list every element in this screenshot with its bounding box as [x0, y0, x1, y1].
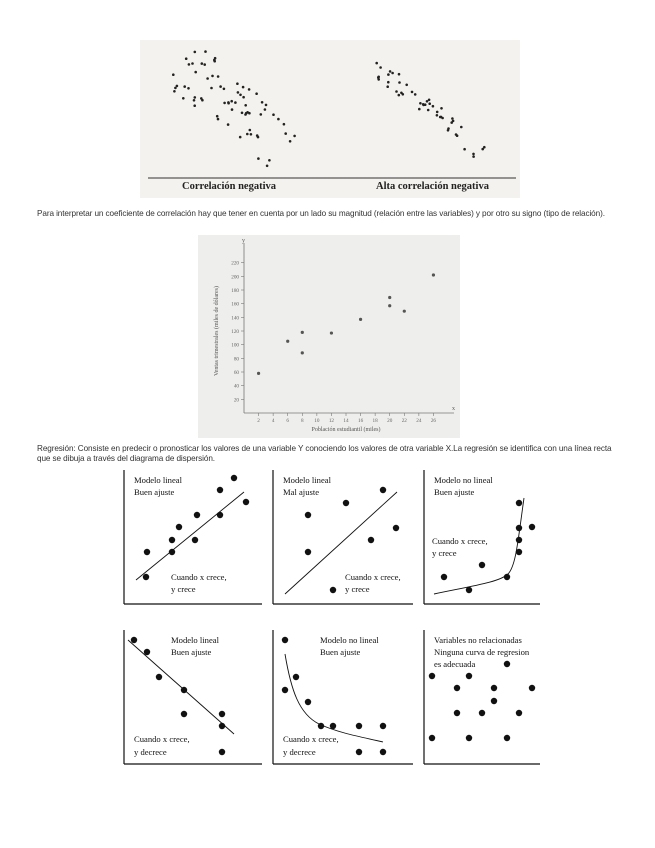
panel-1-point	[194, 512, 200, 518]
panel-5-point	[356, 723, 362, 729]
negative-correlation-dot	[246, 133, 249, 136]
high-negative-correlation-dot	[387, 73, 390, 76]
scatter-x-tick-label: 22	[401, 418, 407, 424]
panel-3-point	[466, 587, 472, 593]
panel-5-point	[305, 699, 311, 705]
negative-correlation-dot	[194, 96, 197, 99]
scatter-x-tick-label: 20	[387, 418, 393, 424]
panel-1-point	[169, 549, 175, 555]
negative-correlation-dot	[242, 96, 245, 99]
scatter-point	[257, 372, 260, 375]
panel-3-note-2: y crece	[432, 548, 457, 558]
negative-correlation-cloud	[172, 50, 296, 167]
correlation-figure	[140, 40, 520, 198]
negative-correlation-dot	[239, 136, 242, 139]
panel-6-point	[516, 710, 522, 716]
negative-correlation-dot	[172, 73, 175, 76]
negative-correlation-dot	[216, 115, 219, 118]
correlation-dot-clouds	[140, 40, 520, 198]
negative-correlation-dot	[203, 63, 206, 66]
negative-correlation-dot	[277, 118, 280, 121]
panel-5-point	[356, 749, 362, 755]
high-negative-correlation-dot	[391, 72, 394, 75]
panel-6-point	[454, 710, 460, 716]
panel-1-point	[243, 499, 249, 505]
high-negative-correlation-dot	[436, 114, 439, 117]
negative-correlation-dot	[183, 85, 186, 88]
high-negative-correlation-dot	[424, 103, 427, 106]
negative-correlation-dot	[268, 159, 271, 162]
negative-correlation-dot	[248, 112, 251, 115]
scatter-y-tick-label: 120	[231, 329, 239, 335]
scatter-point	[403, 310, 406, 313]
negative-correlation-dot	[239, 94, 242, 97]
panel-2-point	[305, 549, 311, 555]
scatter-x-tick-label: 10	[314, 418, 320, 424]
high-negative-correlation-dot	[463, 148, 466, 151]
scatter-x-tick-label: 24	[416, 418, 422, 424]
scatter-chart-svg	[198, 235, 460, 438]
negative-correlation-dot	[214, 57, 217, 60]
regression-panel-2	[271, 470, 413, 608]
scatter-y-tick-label: 20	[233, 397, 239, 404]
scatter-y-tick-label: 60	[233, 370, 239, 376]
panel-6-point	[466, 673, 472, 679]
panel-1-point	[144, 549, 150, 555]
panel-3-point	[516, 549, 522, 555]
high-negative-correlation-dot	[428, 99, 431, 102]
negative-correlation-dot	[260, 113, 263, 116]
negative-correlation-dot	[264, 108, 267, 111]
panel-5-point	[330, 723, 336, 729]
panel-1-point	[169, 537, 175, 543]
scatter-x-tick-label: 4	[271, 418, 275, 424]
negative-correlation-dot	[265, 104, 268, 107]
panel-6-point	[466, 735, 472, 741]
high-negative-correlation-dot	[375, 62, 378, 65]
scatter-chart	[198, 235, 460, 438]
negative-correlation-dot	[234, 101, 237, 104]
negative-correlation-dot	[217, 75, 220, 78]
scatter-x-tick-label: 2	[257, 418, 260, 424]
panel-4-point	[181, 711, 187, 717]
negative-correlation-dot	[223, 102, 226, 105]
panel-2-title-1: Modelo lineal	[283, 475, 331, 485]
panel-1-note-1: Cuando x crece,	[171, 572, 227, 582]
negative-correlation-dot	[283, 123, 286, 126]
scatter-point	[359, 318, 362, 321]
panel-6-point	[491, 698, 497, 704]
panel-6-point	[504, 661, 510, 667]
negative-correlation-dot	[272, 113, 275, 116]
negative-correlation-dot	[261, 101, 264, 104]
panel-1-point	[176, 524, 182, 530]
panel-2-note-2: y crece	[345, 584, 370, 594]
high-negative-correlation-dot	[411, 91, 414, 94]
negative-correlation-dot	[223, 88, 226, 91]
high-negative-correlation-dot	[441, 117, 444, 120]
panel-1-point	[217, 512, 223, 518]
high-negative-correlation-dot	[426, 100, 429, 103]
panel-3-point	[529, 524, 535, 530]
scatter-y-ticks	[231, 261, 244, 404]
scatter-x-ticks	[257, 413, 436, 424]
high-negative-correlation-dot	[398, 94, 401, 97]
panel-4-point	[219, 723, 225, 729]
negative-correlation-dot	[257, 157, 260, 160]
negative-correlation-dot	[244, 104, 247, 107]
scatter-axes	[244, 243, 454, 413]
scatter-x-tick-label: 18	[372, 418, 378, 424]
panel-5-point	[282, 637, 288, 643]
panel-2-point	[393, 525, 399, 531]
scatter-x-label: Población estudiantil (miles)	[311, 427, 381, 433]
negative-correlation-dot	[284, 132, 287, 135]
scatter-point	[388, 296, 391, 299]
panel-4-point	[219, 711, 225, 717]
high-negative-correlation-dot	[427, 109, 430, 112]
regression-panel-5	[271, 630, 413, 768]
panel-5-note-1: Cuando x crece,	[283, 734, 339, 744]
negative-correlation-dot	[241, 112, 244, 115]
scatter-point	[301, 331, 304, 334]
high-negative-correlation-dot	[439, 116, 442, 119]
scatter-y-tick-label: 40	[233, 383, 239, 390]
negative-correlation-dot	[249, 129, 252, 132]
negative-correlation-dot	[255, 92, 258, 95]
high-negative-correlation-dot	[472, 153, 475, 156]
high-negative-correlation-dot	[405, 84, 408, 87]
panel-3-point	[441, 574, 447, 580]
scatter-x-tick-label: 14	[343, 418, 349, 424]
panel-2-note-1: Cuando x crece,	[345, 572, 401, 582]
high-negative-correlation-dot	[428, 102, 431, 105]
caption-high-negative-correlation: Alta correlación negativa	[376, 181, 489, 192]
negative-correlation-dot	[227, 123, 230, 126]
negative-correlation-dot	[191, 62, 194, 65]
scatter-point	[388, 304, 391, 307]
high-negative-correlation-dot	[395, 90, 398, 93]
negative-correlation-dot	[289, 140, 292, 143]
panel-4-point	[181, 687, 187, 693]
scatter-x-tick-label: 8	[300, 418, 304, 424]
high-negative-correlation-dot	[436, 111, 439, 114]
regression-panel-4	[122, 630, 262, 768]
panel-5-title-1: Modelo no lineal	[320, 635, 379, 645]
high-negative-correlation-dot	[400, 92, 403, 95]
scatter-point	[286, 340, 289, 343]
negative-correlation-dot	[248, 88, 251, 91]
negative-correlation-dot	[237, 91, 240, 94]
negative-correlation-dot	[182, 97, 185, 100]
high-negative-correlation-cloud	[375, 62, 485, 158]
panel-2-point	[305, 512, 311, 518]
scatter-y-tick-label: 200	[231, 274, 239, 281]
negative-correlation-dot	[193, 99, 196, 102]
panel-6-title-1: Variables no relacionadas	[434, 635, 522, 645]
panel-5-point	[318, 723, 324, 729]
negative-correlation-dot	[256, 134, 259, 137]
panel-6-point	[479, 710, 485, 716]
high-negative-correlation-dot	[455, 133, 458, 136]
negative-correlation-dot	[206, 77, 209, 80]
high-negative-correlation-dot	[418, 108, 421, 111]
panel-6-point	[491, 685, 497, 691]
high-negative-correlation-dot	[451, 117, 454, 120]
panel-3-note-1: Cuando x crece,	[432, 536, 488, 546]
panel-4-note-2: y decrece	[134, 747, 167, 757]
scatter-x-tick-label: 12	[328, 418, 335, 424]
panel-1-title-1: Modelo lineal	[134, 475, 182, 485]
panel-1-point	[231, 475, 237, 481]
panel-4-point	[156, 674, 162, 680]
panel-6-points	[429, 661, 535, 741]
negative-correlation-dot	[210, 87, 213, 90]
negative-correlation-dot	[173, 90, 176, 93]
negative-correlation-dot	[250, 133, 253, 136]
panel-5-point	[293, 674, 299, 680]
negative-correlation-dot	[266, 165, 269, 168]
high-negative-correlation-dot	[460, 126, 463, 129]
panel-2-point	[330, 587, 336, 593]
panel-1-note-2: y crece	[171, 584, 196, 594]
panel-1-fit-line	[136, 492, 244, 580]
paragraph-regression: Regresión: Consiste en predecir o pronosticar los valores de una variable Y conociendo los valores de otra variable X.La regresión se identifica con una línea recta que se dibuja a través del diagrama de dispersión.	[37, 444, 612, 463]
panel-1-point	[217, 487, 223, 493]
negative-correlation-dot	[187, 87, 190, 90]
panel-4-point	[219, 749, 225, 755]
panel-6-point	[429, 673, 435, 679]
negative-correlation-dot	[219, 85, 222, 88]
scatter-y-tick-label: 160	[231, 301, 239, 308]
scatter-y-tick-label: 220	[231, 260, 239, 267]
panel-6-title-3: es adecuada	[434, 659, 476, 669]
scatter-x-tick-label: 6	[286, 418, 290, 424]
panel-6-point	[529, 685, 535, 691]
panel-2-point	[380, 487, 386, 493]
scatter-x-tick-label: 26	[430, 418, 437, 424]
panel-5-title-2: Buen ajuste	[320, 647, 361, 657]
negative-correlation-dot	[211, 75, 214, 78]
high-negative-correlation-dot	[472, 155, 475, 158]
high-negative-correlation-dot	[432, 105, 435, 108]
high-negative-correlation-dot	[481, 148, 484, 151]
panel-3-point	[479, 562, 485, 568]
scatter-point	[330, 331, 333, 334]
panel-4-title-2: Buen ajuste	[171, 647, 212, 657]
high-negative-correlation-dot	[387, 81, 390, 84]
panel-3-point	[516, 500, 522, 506]
scatter-x-letter: x	[452, 406, 455, 412]
negative-correlation-dot	[236, 82, 239, 85]
panel-2-title-2: Mal ajuste	[283, 487, 320, 497]
high-negative-correlation-dot	[398, 81, 401, 84]
scatter-point	[301, 351, 304, 354]
negative-correlation-dot	[201, 62, 204, 65]
panel-4-point	[131, 637, 137, 643]
scatter-y-tick-label: 140	[231, 315, 239, 322]
high-negative-correlation-dot	[389, 70, 392, 73]
high-negative-correlation-dot	[419, 102, 422, 105]
high-negative-correlation-dot	[447, 129, 450, 132]
scatter-y-tick-label: 180	[231, 288, 239, 294]
high-negative-correlation-dot	[386, 85, 389, 88]
panel-1-point	[143, 574, 149, 580]
panel-1-point	[192, 537, 198, 543]
negative-correlation-dot	[230, 100, 233, 103]
negative-correlation-dot	[227, 101, 230, 104]
regression-panel-3	[422, 470, 540, 608]
panel-4-note-1: Cuando x crece,	[134, 734, 190, 744]
high-negative-correlation-dot	[398, 73, 401, 76]
panel-5-note-2: y decrece	[283, 747, 316, 757]
regression-panel-1	[122, 470, 262, 608]
high-negative-correlation-dot	[450, 121, 453, 124]
scatter-points	[257, 273, 435, 375]
panel-4-title-1: Modelo lineal	[171, 635, 219, 645]
panel-3-point	[516, 537, 522, 543]
negative-correlation-dot	[231, 108, 234, 111]
panel-5-point	[282, 687, 288, 693]
high-negative-correlation-dot	[414, 93, 417, 96]
panel-6-point	[504, 735, 510, 741]
negative-correlation-dot	[194, 71, 197, 74]
negative-correlation-dot	[174, 87, 177, 90]
panel-2-point	[343, 500, 349, 506]
panel-6-point	[429, 735, 435, 741]
negative-correlation-dot	[188, 63, 191, 66]
panel-3-title-2: Buen ajuste	[434, 487, 475, 497]
negative-correlation-dot	[204, 50, 207, 53]
regression-panel-6	[422, 630, 540, 768]
panel-3-point	[504, 574, 510, 580]
negative-correlation-dot	[194, 51, 197, 54]
panel-3-point	[516, 525, 522, 531]
panel-6-point	[454, 685, 460, 691]
negative-correlation-dot	[217, 118, 220, 121]
panel-5-point	[380, 749, 386, 755]
scatter-y-letter: y	[242, 238, 245, 244]
negative-correlation-dot	[193, 104, 196, 107]
scatter-point	[432, 273, 435, 276]
caption-negative-correlation: Correlación negativa	[182, 181, 276, 192]
scatter-y-tick-label: 100	[231, 342, 239, 349]
scatter-y-label: Ventas trimestrales (miles de dólares)	[214, 286, 220, 376]
panel-2-point	[368, 537, 374, 543]
panel-6-title-2: Ninguna curva de regresion	[434, 647, 530, 657]
negative-correlation-dot	[293, 135, 296, 138]
scatter-x-tick-label: 16	[357, 418, 364, 424]
high-negative-correlation-dot	[377, 78, 380, 81]
panel-5-point	[380, 723, 386, 729]
negative-correlation-dot	[200, 97, 203, 100]
scatter-y-tick-label: 80	[233, 356, 239, 363]
panel-3-title-1: Modelo no lineal	[434, 475, 493, 485]
paragraph-correlation: Para interpretar un coeficiente de correlación hay que tener en cuenta por un lado su magnitud (relación entre las variables) y por otro su signo (tipo de relación).	[37, 209, 605, 218]
high-negative-correlation-dot	[379, 66, 382, 69]
negative-correlation-dot	[244, 113, 247, 116]
high-negative-correlation-dot	[440, 107, 443, 110]
negative-correlation-dot	[242, 86, 245, 89]
panel-4-point	[144, 649, 150, 655]
panel-1-title-2: Buen ajuste	[134, 487, 175, 497]
negative-correlation-dot	[185, 57, 188, 60]
